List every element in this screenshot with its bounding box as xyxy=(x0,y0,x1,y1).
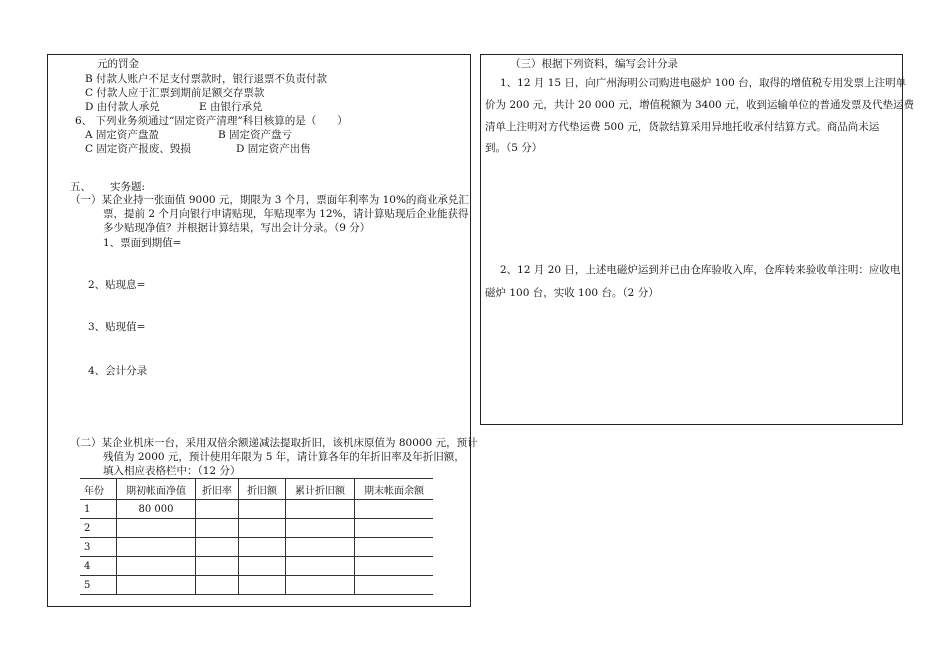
table-cell[interactable] xyxy=(117,538,196,557)
table-header-row xyxy=(80,479,433,500)
q6-option-d: D 固定资产出售 xyxy=(236,143,311,155)
table-cell[interactable] xyxy=(117,576,196,595)
col-year: 年份 xyxy=(80,479,117,500)
table-cell[interactable] xyxy=(239,557,286,576)
right-problem-2-text: 磁炉 100 台，实收 100 台。（2 分） xyxy=(485,287,659,299)
table-cell[interactable] xyxy=(196,538,239,557)
option-c: C 付款人应于汇票到期前足额交存票款 xyxy=(85,87,265,99)
problem-1-text: 多少贴现净值？并根据计算结果，写出会计分录。（9 分） xyxy=(103,222,371,234)
table-cell[interactable] xyxy=(117,519,196,538)
question-6: 6、 下列业务须通过“固定资产清理”科目核算的是（ ） xyxy=(75,115,348,127)
problem-2-text: （二）某企业机床一台，采用双倍余额递减法提取折旧，该机床原值为 80000 元，预计 xyxy=(70,437,478,449)
table-cell[interactable] xyxy=(196,557,239,576)
table-cell[interactable] xyxy=(355,519,434,538)
q6-option-c: C 固定资产报废、毁损 xyxy=(85,143,191,155)
table-cell: 4 xyxy=(80,557,117,576)
table-cell[interactable] xyxy=(196,519,239,538)
problem-2-text: 填入相应表格栏中：（12 分） xyxy=(103,465,241,477)
right-problem-2-text: 2、12 月 20 日，上述电磁炉运到并已由仓库验收入库，仓库转来验收单注明：应收电 xyxy=(500,264,901,276)
table-cell: 5 xyxy=(80,576,117,595)
col-amount: 折旧额 xyxy=(239,479,286,500)
table-row xyxy=(80,519,433,538)
table-cell[interactable] xyxy=(286,557,355,576)
option-continuation: 元的罚金 xyxy=(97,58,139,70)
right-problem-1-text: 到。（5 分） xyxy=(485,142,543,154)
right-problem-1-text: 价为 200 元，共计 20 000 元，增值税额为 3400 元，收到运输单位的普通发票及代垫运费 xyxy=(485,99,915,111)
section-5-number: 五、 xyxy=(70,181,91,193)
table-cell[interactable] xyxy=(286,519,355,538)
problem-1-text: （一）某企业持一张面值 9000 元，期限为 3 个月，票面年利率为 10%的商业承兑汇 xyxy=(70,194,469,206)
table-cell[interactable] xyxy=(286,576,355,595)
right-problem-1-text: 清单上注明对方代垫运费 500 元，货款结算采用异地托收承付结算方式。商品尚未运 xyxy=(485,121,880,133)
table-row xyxy=(80,500,433,519)
right-problem-1-text: 1、12 月 15 日，向广州海明公司购进电磁炉 100 台，取得的增值税专用发票上注明单 xyxy=(500,77,907,89)
table-cell: 1 xyxy=(80,500,117,519)
table-cell[interactable] xyxy=(117,557,196,576)
table-row xyxy=(80,557,433,576)
step-maturity-value: 1、票面到期值= xyxy=(103,237,182,249)
col-rate: 折旧率 xyxy=(196,479,239,500)
section-3-title: （三）根据下列资料，编写会计分录 xyxy=(510,58,678,70)
table-cell[interactable] xyxy=(239,576,286,595)
table-cell[interactable] xyxy=(286,538,355,557)
step-discount-interest: 2、贴现息= xyxy=(88,279,146,291)
problem-2-text: 残值为 2000 元，预计使用年限为 5 年，请计算各年的年折旧率及年折旧额， xyxy=(103,451,465,463)
section-5-title: 实务题: xyxy=(110,181,146,193)
table-row xyxy=(80,576,433,595)
table-cell[interactable] xyxy=(239,500,286,519)
table-row xyxy=(80,538,433,557)
q6-option-b: B 固定资产盘亏 xyxy=(218,129,293,141)
table-cell[interactable] xyxy=(196,576,239,595)
step-journal-entry: 4、会计分录 xyxy=(88,365,148,377)
depreciation-table xyxy=(80,478,433,595)
table-cell[interactable] xyxy=(355,576,434,595)
table-cell[interactable] xyxy=(355,500,434,519)
table-cell[interactable] xyxy=(355,538,434,557)
option-e: E 由银行承兑 xyxy=(199,101,263,113)
col-opening-net-value: 期初帐面净值 xyxy=(117,479,196,500)
col-accumulated: 累计折旧额 xyxy=(286,479,355,500)
problem-1-text: 票，提前 2 个月向银行申请贴现，年贴现率为 12%，请计算贴现后企业能获得 xyxy=(103,208,469,220)
option-d: D 由付款人承兑 xyxy=(85,101,160,113)
table-cell: 80 000 xyxy=(117,500,196,519)
q6-option-a: A 固定资产盘盈 xyxy=(85,129,159,141)
option-b: B 付款人账户不足支付票款时，银行退票不负责付款 xyxy=(85,73,328,85)
table-cell[interactable] xyxy=(286,500,355,519)
table-cell[interactable] xyxy=(196,500,239,519)
table-cell[interactable] xyxy=(239,538,286,557)
table-cell: 3 xyxy=(80,538,117,557)
table-cell: 2 xyxy=(80,519,117,538)
col-closing-balance: 期末帐面余额 xyxy=(355,479,434,500)
table-cell[interactable] xyxy=(355,557,434,576)
table-cell[interactable] xyxy=(239,519,286,538)
step-discount-value: 3、贴现值= xyxy=(88,321,146,333)
